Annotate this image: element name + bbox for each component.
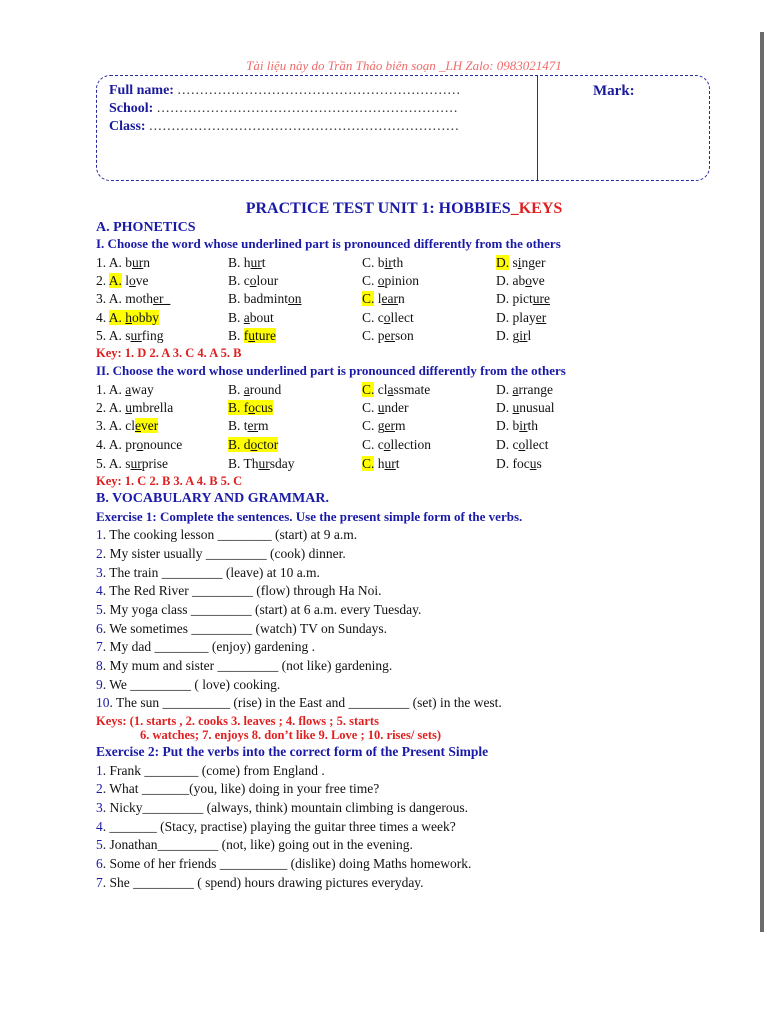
option: C. person: [362, 328, 414, 343]
option: C. germ: [362, 418, 406, 433]
ex1-item: 10. The sun __________ (rise) in the East and _________ (set) in the west.: [96, 695, 502, 710]
ex1-key-line2: 6. watches; 7. enjoys 8. don’t like 9. Love ; 10. rises/ sets): [140, 728, 442, 742]
ex1-item: 9. We _________ ( love) cooking.: [96, 677, 281, 692]
answer-option: 4. A. hobby: [96, 310, 160, 325]
option: D. player: [496, 310, 547, 325]
option: C. collect: [362, 310, 414, 325]
part1-key: Key: 1. D 2. A 3. C 4. A 5. B: [96, 346, 242, 360]
ex1-item: 7. My dad ________ (enjoy) gardening .: [96, 639, 315, 654]
ex2-item: 4. _______ (Stacy, practise) playing the guitar three times a week?: [96, 819, 456, 834]
option: 4. A. pronounce: [96, 437, 183, 452]
ex2-item: 3. Nicky_________ (always, think) mountain climbing is dangerous.: [96, 800, 468, 815]
option: C. under: [362, 400, 409, 415]
school-field[interactable]: ...................................................................: [156, 101, 459, 116]
option: 1. A. away: [96, 382, 154, 397]
option: B. badminton: [228, 291, 302, 306]
option: B. term: [228, 418, 269, 433]
full-name-label: Full name:: [109, 83, 174, 98]
option: D. picture: [496, 291, 550, 306]
class-row: [109, 119, 460, 135]
option: B. hurt: [228, 255, 266, 270]
title-keys: _KEYS: [510, 200, 563, 217]
school-label: School:: [109, 101, 154, 116]
option: D. birth: [496, 418, 539, 433]
class-field[interactable]: .....................................................................: [149, 119, 460, 134]
ex1-item: 5. My yoga class _________ (start) at 6 a.m. every Tuesday.: [96, 602, 422, 617]
option: 5. A. surfing: [96, 328, 164, 343]
ex1-item: 1. The cooking lesson ________ (start) at 9 a.m.: [96, 527, 358, 542]
option: B. about: [228, 310, 274, 325]
option: D. focus: [496, 456, 542, 471]
part2-key: Key: 1. C 2. B 3. A 4. B 5. C: [96, 474, 243, 488]
page-title: [0, 200, 768, 218]
option: B. Thursday: [228, 456, 295, 471]
ex2-item: 7. She _________ ( spend) hours drawing pictures everyday.: [96, 875, 424, 890]
part2-instruction: II. Choose the word whose underlined part is pronounced differently from the others: [96, 363, 566, 378]
answer-option: D. singer: [496, 255, 546, 270]
ex1-instruction: Exercise 1: Complete the sentences. Use the present simple form of the verbs.: [96, 509, 523, 524]
ex2-item: 6. Some of her friends __________ (dislike) doing Maths homework.: [96, 856, 472, 871]
school-row: [109, 101, 458, 117]
option: D. arrange: [496, 382, 553, 397]
full-name-field[interactable]: ...............................................................: [177, 83, 461, 98]
mark-label: Mark:: [593, 83, 635, 99]
answer-option: 2. A. love: [96, 273, 149, 288]
box-divider: [537, 76, 538, 180]
ex1-key-line1: Keys: (1. starts , 2. cooks 3. leaves ; 4. flows ; 5. starts: [96, 714, 379, 728]
option: B. around: [228, 382, 282, 397]
student-info-box: [96, 75, 710, 181]
option: C. opinion: [362, 273, 420, 288]
ex2-item: 5. Jonathan_________ (not, like) going out in the evening.: [96, 837, 413, 852]
ex1-item: 6. We sometimes _________ (watch) TV on Sundays.: [96, 621, 388, 636]
ex1-item: 4. The Red River _________ (flow) through Ha Noi.: [96, 583, 382, 598]
answer-option: B. doctor: [228, 437, 279, 452]
option: D. collect: [496, 437, 549, 452]
option: B. colour: [228, 273, 279, 288]
option: D. above: [496, 273, 545, 288]
option: D. unusual: [496, 400, 555, 415]
ex2-instruction: Exercise 2: Put the verbs into the correct form of the Present Simple: [96, 744, 489, 759]
full-name-row: [109, 83, 461, 99]
title-main: PRACTICE TEST UNIT 1: HOBBIES: [245, 200, 511, 217]
section-phonetics-heading: A. PHONETICS: [96, 220, 196, 235]
option: D. girl: [496, 328, 532, 343]
answer-option: B. future: [228, 328, 277, 343]
answer-option: C. hurt: [362, 456, 400, 471]
ex1-item: 8. My mum and sister _________ (not like) gardening.: [96, 658, 393, 673]
option: 5. A. surprise: [96, 456, 169, 471]
class-label: Class:: [109, 119, 146, 134]
part1-instruction: I. Choose the word whose underlined part is pronounced differently from the others: [96, 236, 561, 251]
option: 2. A. umbrella: [96, 400, 174, 415]
watermark: Tài liệu này do Trần Thảo biên soạn _LH Zalo: 0983021471: [246, 58, 562, 73]
ex2-item: 2. What _______(you, like) doing in your free time?: [96, 781, 380, 796]
section-vocab-heading: B. VOCABULARY AND GRAMMAR.: [96, 491, 329, 506]
answer-option: B. focus: [228, 400, 273, 415]
ex2-item: 1. Frank ________ (come) from England .: [96, 763, 325, 778]
answer-option: 3. A. clever: [96, 418, 159, 433]
ex1-item: 2. My sister usually _________ (cook) dinner.: [96, 546, 346, 561]
option: 1. A. burn: [96, 255, 151, 270]
page-edge: [760, 32, 764, 932]
answer-option: C. classmate: [362, 382, 431, 397]
ex1-item: 3. The train _________ (leave) at 10 a.m.: [96, 565, 320, 580]
option: C. birth: [362, 255, 404, 270]
option: 3. A. mother_: [96, 291, 171, 306]
answer-option: C. learn: [362, 291, 405, 306]
option: C. collection: [362, 437, 431, 452]
